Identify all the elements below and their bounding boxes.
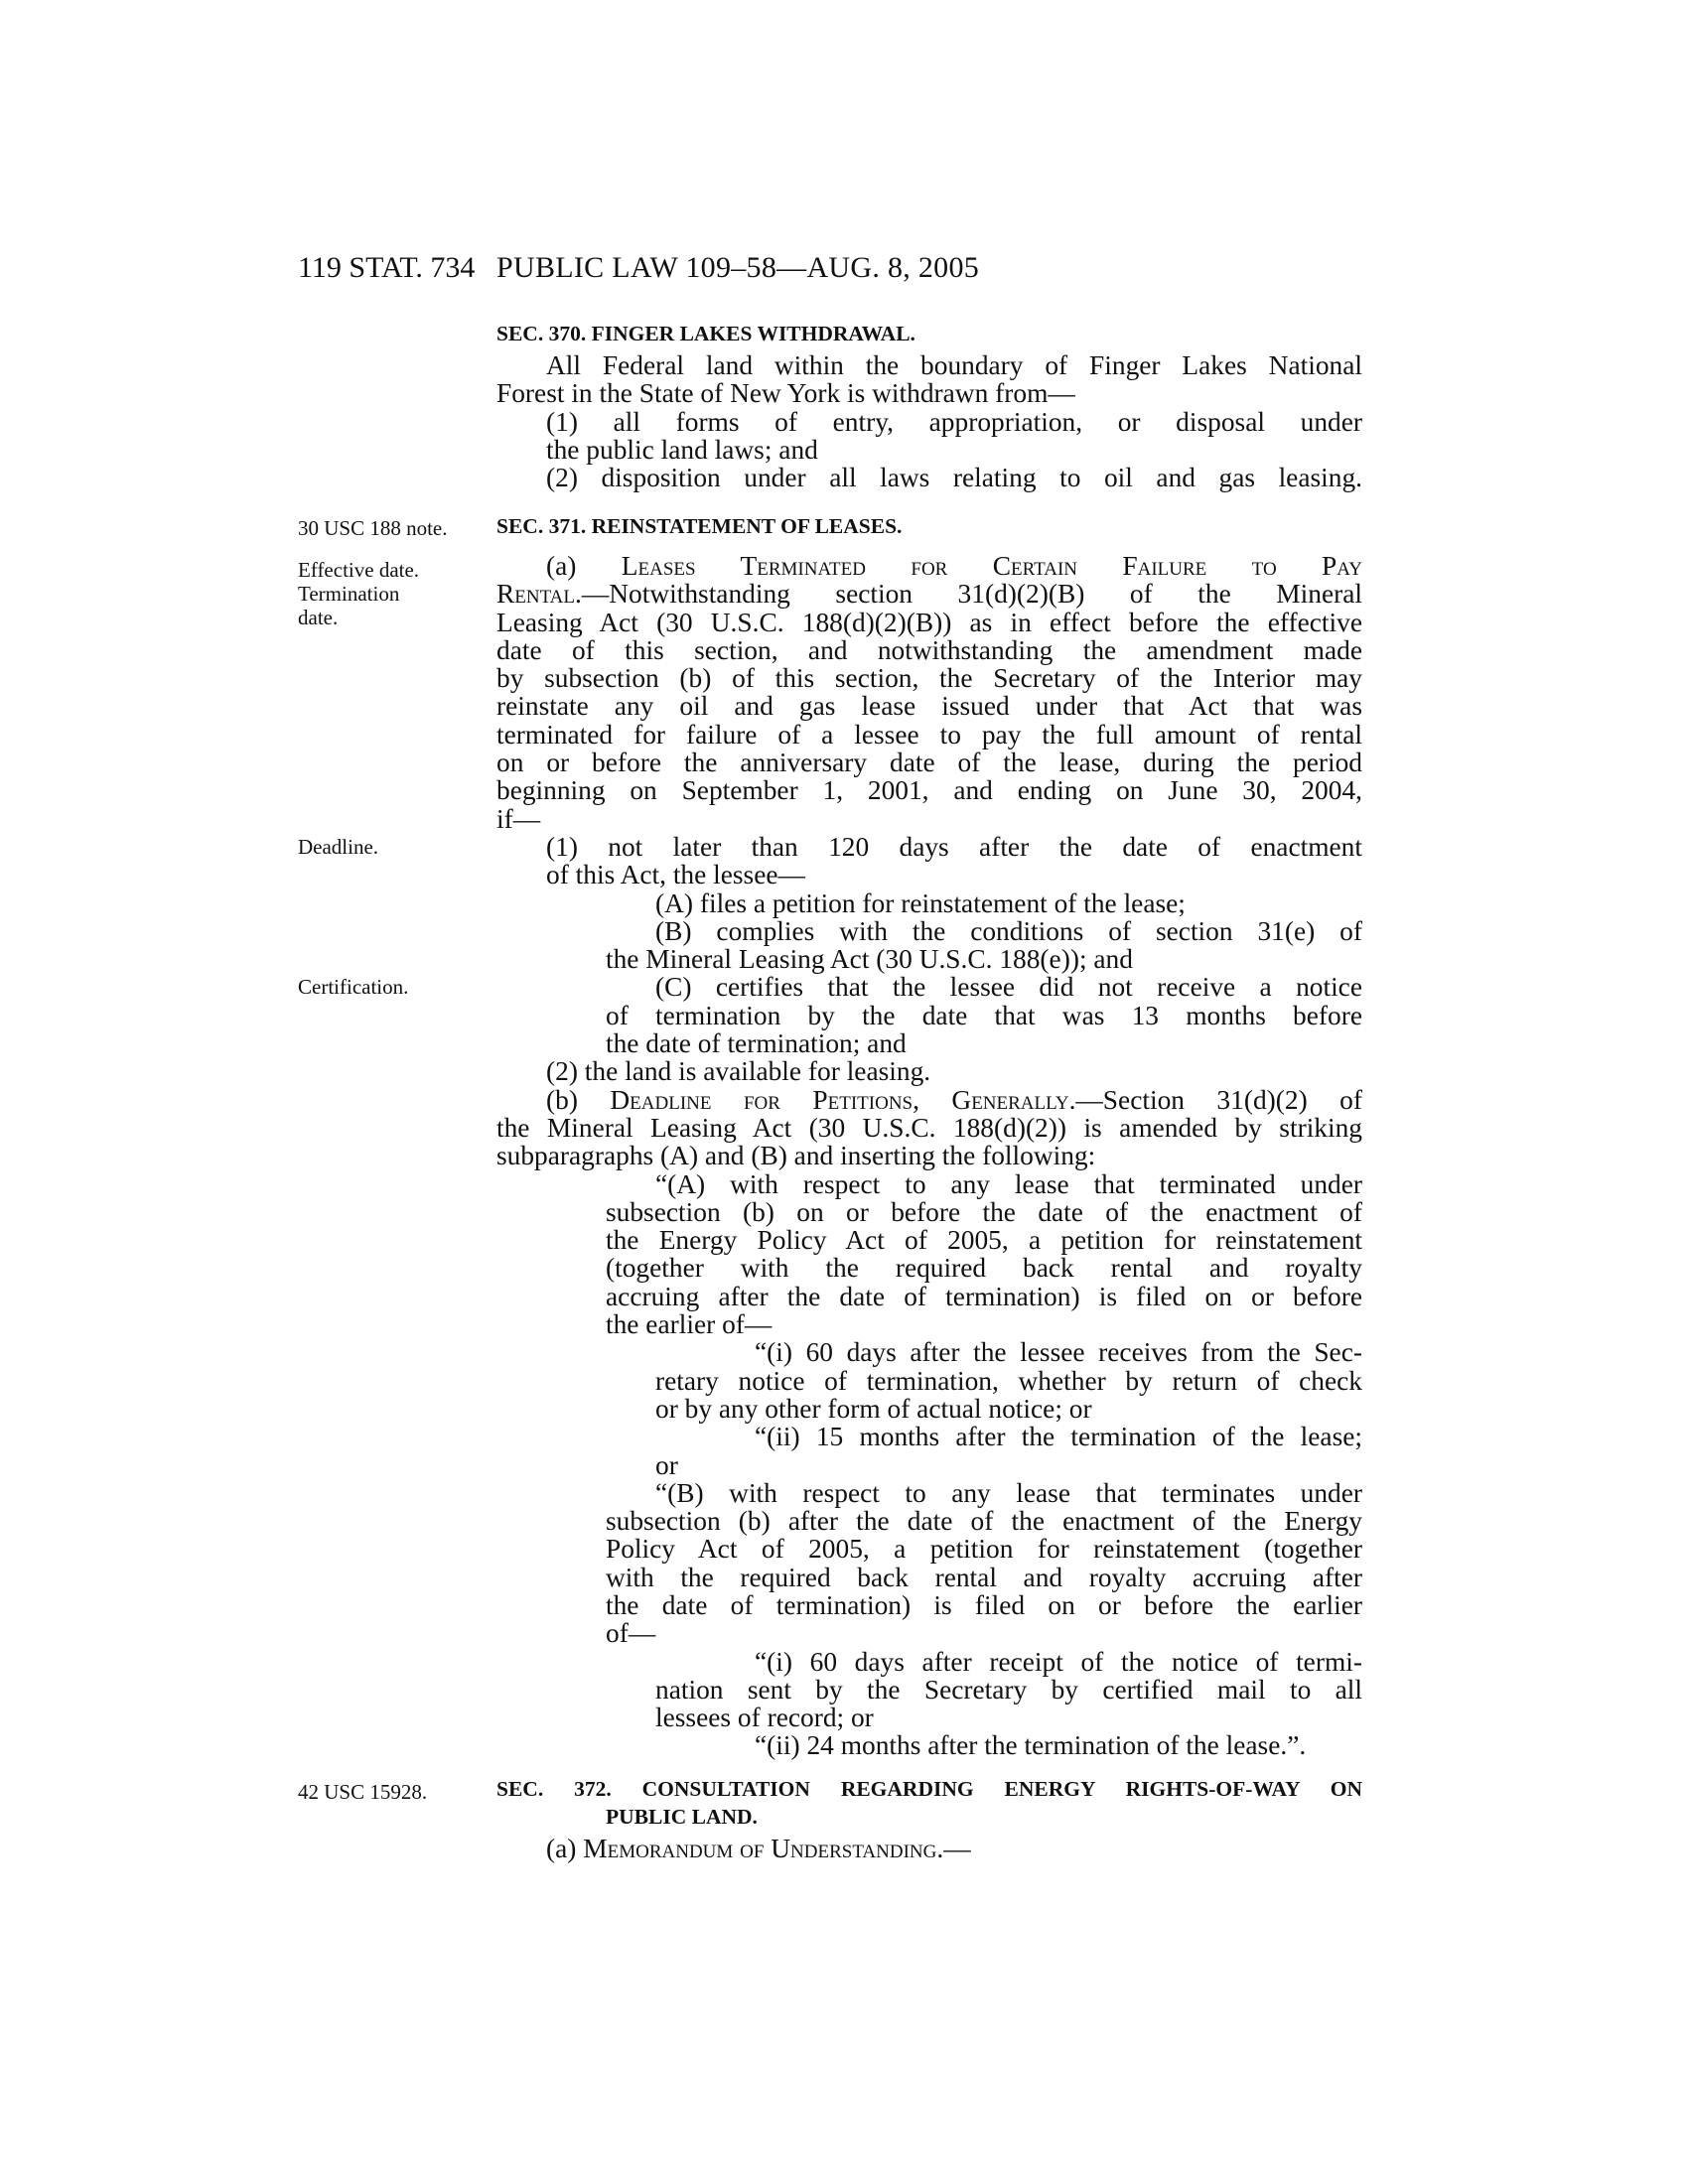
quoted-b-line: subsection (b) after the date of the enactment of the Energy	[606, 1506, 1362, 1537]
text-line: reinstate any oil and gas lease issued under that Act that was	[496, 691, 1362, 722]
subsection-a-heading: Leases Terminated for Certain Failure to Pay	[621, 551, 1362, 581]
text-line: subparagraphs (A) and (B) and inserting the following:	[496, 1141, 1096, 1171]
text-run: .—	[936, 1834, 971, 1863]
paragraph-2: (2) the land is available for leasing.	[546, 1056, 931, 1087]
subparagraph-b-line: (B) complies with the conditions of section 31(e) of	[655, 915, 1362, 946]
text-run: (a)	[546, 1834, 584, 1863]
quoted-a-i-line: retary notice of termination, whether by return of check	[655, 1365, 1362, 1396]
quoted-b-i-line: nation sent by the Secretary by certified mail to all	[655, 1674, 1362, 1705]
margin-note-line: date.	[298, 606, 339, 629]
subparagraph-c-line: the date of termination; and	[606, 1028, 907, 1059]
margin-note-42-usc-15928: 42 USC 15928.	[298, 1780, 428, 1804]
quoted-b-i-line: lessees of record; or	[655, 1703, 874, 1733]
sec-371-subsection-a	[496, 552, 1362, 1760]
margin-note-deadline: Deadline.	[298, 835, 379, 859]
subsection-a-heading-line	[496, 552, 1362, 580]
margin-note-effective-date	[298, 558, 477, 629]
quoted-b-line: Policy Act of 2005, a petition for reinstatement (together	[606, 1534, 1362, 1565]
quoted-b-line: with the required back rental and royalty accruing after	[606, 1562, 1362, 1592]
text-line: terminated for failure of a lessee to pay the full amount of rental	[496, 719, 1362, 750]
subsection-b-heading: Deadline for Petitions, Generally	[610, 1084, 1069, 1115]
quoted-a-line: “(A) with respect to any lease that terminated under	[655, 1168, 1362, 1199]
text-line: the public land laws; and	[546, 434, 818, 465]
text-line: All Federal land within the boundary of Finger Lakes National	[546, 350, 1362, 380]
quoted-b-line: of—	[606, 1618, 656, 1649]
quoted-a-ii-line: “(ii) 15 months after the termination of the lease;	[755, 1422, 1362, 1452]
quoted-a-i-line: “(i) 60 days after the lessee receives from the Sec-	[755, 1337, 1362, 1368]
quoted-a-line: accruing after the date of termination) is filed on or before	[606, 1281, 1362, 1311]
text-line: by subsection (b) of this section, the Secretary of the Interior may	[496, 663, 1362, 694]
statute-page-number: 119 STAT. 734	[298, 251, 476, 284]
quoted-b-ii: “(ii) 24 months after the termination of the lease.”.	[755, 1730, 1307, 1761]
quoted-a-ii-line: or	[655, 1449, 678, 1480]
quoted-a-i-line: or by any other form of actual notice; or	[655, 1393, 1092, 1424]
text-line: (2) disposition under all laws relating to oil and gas leasing.	[546, 463, 1362, 493]
quoted-a-line: subsection (b) on or before the date of the enactment of	[606, 1196, 1362, 1227]
text-line: the Mineral Leasing Act (30 U.S.C. 188(d)(2)) is amended by striking	[496, 1112, 1362, 1143]
sec-372-heading-line: SEC. 372. CONSULTATION REGARDING ENERGY RIGHTS-OF-WAY ON	[496, 1777, 1362, 1801]
subsection-b-heading-line	[496, 1086, 1362, 1114]
quoted-b-i-line: “(i) 60 days after receipt of the notice of termi-	[755, 1646, 1362, 1677]
text-run: .—Notwithstanding section 31(d)(2)(B) of the Mineral	[575, 579, 1362, 610]
text-line: on or before the anniversary date of the lease, during the period	[496, 748, 1362, 778]
text-line: if—	[496, 803, 541, 834]
subparagraph-c-line: (C) certifies that the lessee did not receive a notice	[655, 972, 1362, 1003]
text-line: date of this section, and notwithstanding the amendment made	[496, 634, 1362, 665]
margin-note-30-usc-188: 30 USC 188 note.	[298, 516, 448, 540]
subsection-a-heading-line	[496, 1835, 1362, 1862]
subparagraph-c-line: of termination by the date that was 13 months before	[606, 1000, 1362, 1030]
quoted-b-line: “(B) with respect to any lease that terminates under	[655, 1477, 1362, 1508]
subsection-a-heading-cont: Rental	[496, 579, 576, 610]
text-run: (b)	[546, 1084, 611, 1115]
quoted-a-line: the earlier of—	[606, 1309, 773, 1340]
sec-370-heading: SEC. 370. FINGER LAKES WITHDRAWAL.	[496, 322, 915, 345]
text-run: .—Section 31(d)(2) of	[1068, 1084, 1362, 1115]
paragraph-1-line: of this Act, the lessee—	[546, 860, 805, 890]
text-run: (a)	[546, 551, 622, 581]
sec-372-subsection-a	[496, 1835, 1362, 1862]
text-line: beginning on September 1, 2001, and ending on June 30, 2004,	[496, 775, 1362, 806]
text-line: (1) all forms of entry, appropriation, or disposal under	[546, 406, 1362, 437]
public-law-title: PUBLIC LAW 109–58—AUG. 8, 2005	[496, 251, 980, 284]
quoted-a-line: the Energy Policy Act of 2005, a petition for reinstatement	[606, 1225, 1362, 1256]
margin-note-line: Termination	[298, 582, 400, 606]
memorandum-heading: Memorandum of Understanding	[583, 1834, 937, 1863]
sec-370-body	[496, 351, 1362, 491]
text-line: Forest in the State of New York is withdrawn from—	[496, 378, 1075, 409]
subparagraph-a: (A) files a petition for reinstatement of the lease;	[655, 887, 1186, 918]
margin-note-line: Effective date.	[298, 558, 420, 582]
sec-372-heading-line: PUBLIC LAND.	[606, 1805, 758, 1829]
running-head	[298, 248, 1301, 288]
quoted-b-line: the date of termination) is filed on or before the earlier	[606, 1589, 1362, 1620]
text-line: Leasing Act (30 U.S.C. 188(d)(2)(B)) as in effect before the effective	[496, 607, 1362, 637]
sec-371-heading: SEC. 371. REINSTATEMENT OF LEASES.	[496, 514, 903, 538]
quoted-a-line: (together with the required back rental and royalty	[606, 1253, 1362, 1284]
sec-372-heading	[496, 1775, 1362, 1831]
paragraph-1-line: (1) not later than 120 days after the date of enactment	[546, 831, 1362, 862]
text-line	[496, 580, 1362, 608]
margin-note-certification: Certification.	[298, 975, 409, 999]
subparagraph-b-line: the Mineral Leasing Act (30 U.S.C. 188(e)); and	[606, 944, 1133, 975]
